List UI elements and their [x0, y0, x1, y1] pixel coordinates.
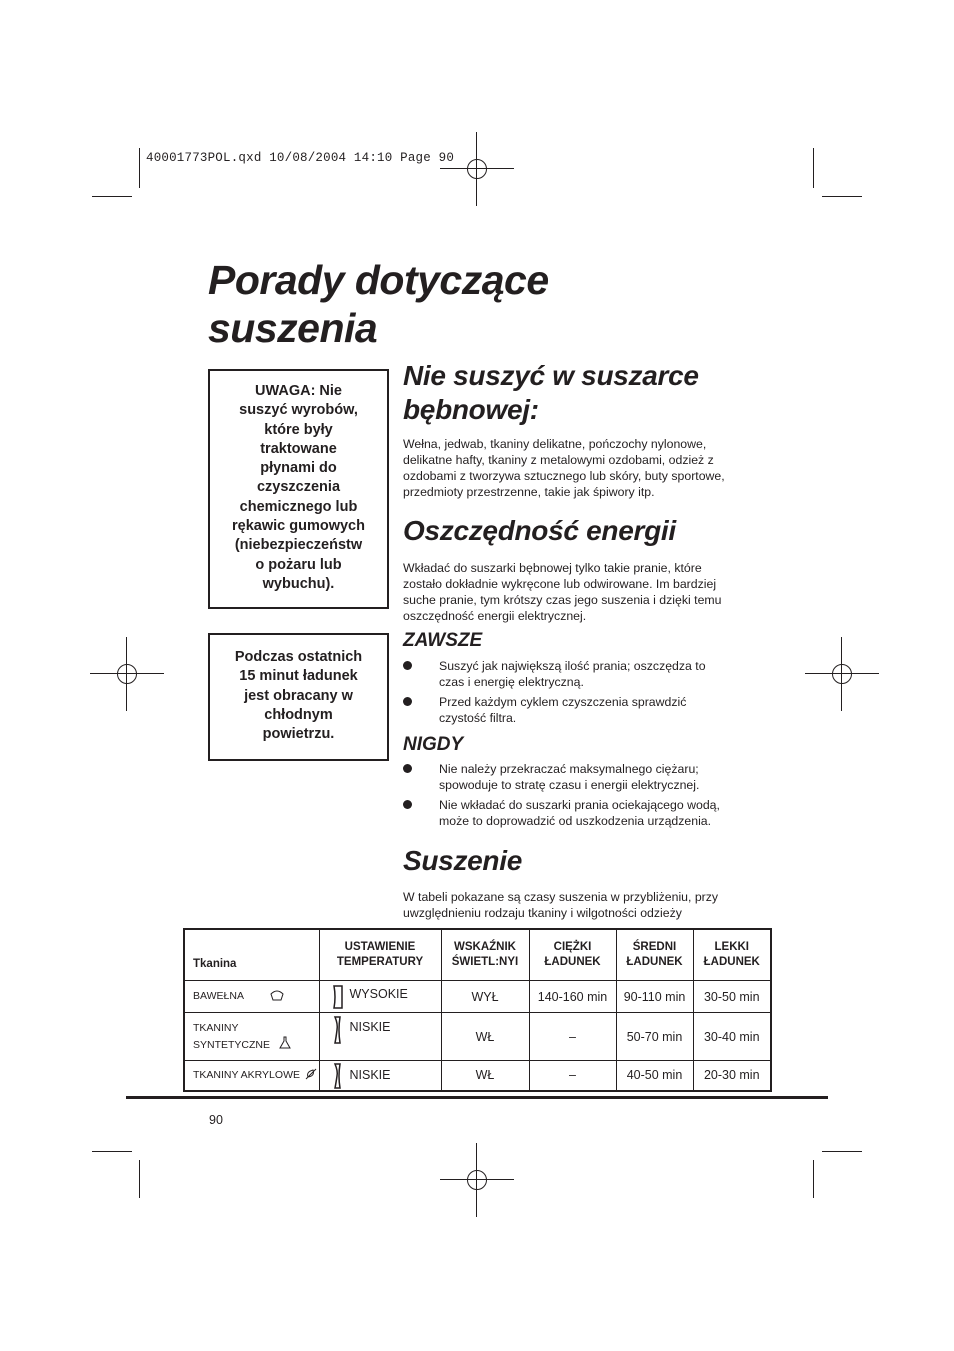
- bullet-icon: [403, 697, 412, 706]
- column-header-fabric: Tkanina: [184, 929, 319, 981]
- never-heading: NIGDY: [403, 734, 464, 755]
- bullet-icon: [403, 800, 412, 809]
- table-row: [184, 1061, 771, 1091]
- registration-mark: [90, 637, 164, 711]
- light-load-cell: 30-40 min: [693, 1013, 771, 1061]
- table-row: [184, 981, 771, 1013]
- heavy-load-cell: 140-160 min: [529, 981, 616, 1013]
- column-header-indicator: WSKAŹNIK ŚWIETL:NYI: [441, 929, 529, 981]
- indicator-cell: WŁ: [441, 1013, 529, 1061]
- heavy-load-cell: –: [529, 1013, 616, 1061]
- medium-load-cell: 40-50 min: [616, 1061, 693, 1091]
- crop-mark: [822, 196, 862, 197]
- crop-mark: [139, 148, 140, 188]
- bullet-icon: [403, 661, 412, 670]
- table-row: [184, 1013, 771, 1061]
- page-title: Porady dotyczące suszenia: [208, 257, 549, 351]
- warning-box: UWAGA: Nie suszyć wyrobów, które były traktowane płynami do czyszczenia chemicznego lub rękawic gumowych (niebezpieczeństw o pożaru lub wybuchu).: [208, 369, 389, 609]
- registration-mark: [805, 637, 879, 711]
- high-heat-icon: [332, 985, 344, 1009]
- footer-rule: [126, 1096, 828, 1099]
- indicator-cell: WYŁ: [441, 981, 529, 1013]
- crop-mark: [92, 1151, 132, 1152]
- table-header-row: [184, 929, 771, 981]
- flask-icon: [279, 1036, 291, 1049]
- temperature-cell: NISKIE: [319, 1013, 441, 1061]
- energy-saving-text: Wkładać do suszarki bębnowej tylko takie pranie, które zostało dokładnie wykręcone lub odwirowane. Im bardziej suche pranie, tym krótszy czas jego suszenia i dzięki temu oszczędność energii elektrycznej.: [403, 561, 722, 623]
- medium-load-cell: 50-70 min: [616, 1013, 693, 1061]
- light-load-cell: 20-30 min: [693, 1061, 771, 1091]
- drying-text: W tabeli pokazane są czasy suszenia w przybliżeniu, przy uwzględnieniu rodzaju tkaniny i wilgotności odzieży: [403, 890, 719, 920]
- column-header-light-load: LEKKI ŁADUNEK: [693, 929, 771, 981]
- always-heading: ZAWSZE: [403, 630, 483, 651]
- tub-icon: [269, 988, 285, 1002]
- crop-mark: [813, 148, 814, 188]
- bullet-icon: [403, 764, 412, 773]
- registration-mark: [440, 1143, 514, 1217]
- temperature-cell: WYSOKIE: [319, 981, 441, 1013]
- section-heading-drying: Suszenie: [403, 845, 522, 876]
- feather-icon: [305, 1068, 317, 1080]
- indicator-cell: WŁ: [441, 1061, 529, 1091]
- column-header-medium-load: ŚREDNI ŁADUNEK: [616, 929, 693, 981]
- do-not-dry-text: Wełna, jedwab, tkaniny delikatne, pończochy nylonowe, delikatne hafty, tkaniny z metalowymi ozdobami, odzież z ozdobami z tworzywa sztucznego lub skóry, buty sportowe, przedmioty przestrzenne, takie jak śpiwory itp.: [403, 437, 725, 499]
- print-slug: 40001773POL.qxd 10/08/2004 14:10 Page 90: [146, 151, 455, 165]
- crop-mark: [139, 1160, 140, 1198]
- column-header-temperature: USTAWIENIE TEMPERATURY: [319, 929, 441, 981]
- low-heat-icon: [332, 1016, 344, 1044]
- registration-mark: [440, 132, 514, 206]
- fabric-cell: BAWEŁNA: [184, 981, 319, 1013]
- crop-mark: [822, 1151, 862, 1152]
- crop-mark: [92, 196, 132, 197]
- heavy-load-cell: –: [529, 1061, 616, 1091]
- crop-mark: [813, 1160, 814, 1198]
- column-header-heavy-load: CIĘŻKI ŁADUNEK: [529, 929, 616, 981]
- fabric-cell: TKANINY SYNTETYCZNE: [184, 1013, 319, 1061]
- section-heading-energy-saving: Oszczędność energii: [403, 515, 676, 546]
- light-load-cell: 30-50 min: [693, 981, 771, 1013]
- cooling-info-box: Podczas ostatnich 15 minut ładunek jest obracany w chłodnym powietrzu.: [208, 633, 389, 761]
- low-heat-icon: [332, 1063, 344, 1089]
- fabric-cell: TKANINY AKRYLOWE: [184, 1061, 319, 1091]
- medium-load-cell: 90-110 min: [616, 981, 693, 1013]
- temperature-cell: NISKIE: [319, 1061, 441, 1091]
- page-number: 90: [209, 1113, 223, 1127]
- drying-times-table: [183, 928, 772, 1092]
- section-heading-do-not-dry: Nie suszyć w suszarce bębnowej:: [403, 360, 699, 425]
